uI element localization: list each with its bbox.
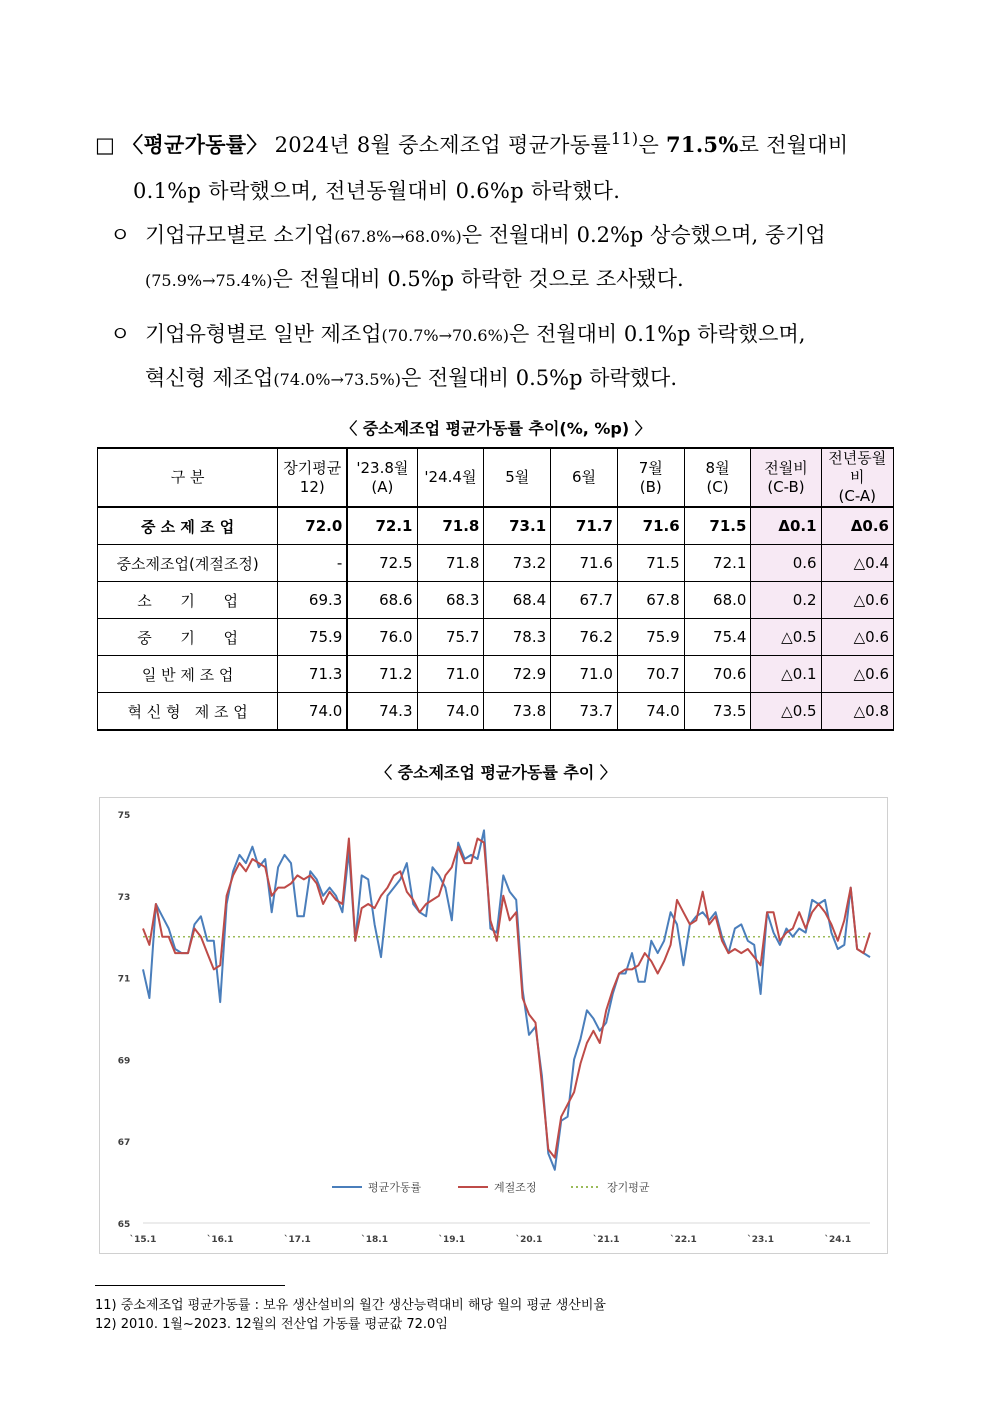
chart-caption: 〈 중소제조업 평균가동률 추이 〉	[376, 763, 616, 782]
table-header-8: 전월비 (C-B)	[751, 448, 821, 507]
table-cell: 71.3	[278, 656, 348, 693]
table-cell: 70.7	[617, 656, 684, 693]
x-tick-label: `24.1	[824, 1235, 852, 1245]
row-label: 중소제조업(계절조정)	[98, 545, 278, 582]
table-header-row	[98, 448, 894, 507]
table-cell: 76.0	[347, 619, 417, 656]
table-cell: -	[278, 545, 348, 582]
x-tick-label: `23.1	[747, 1235, 774, 1245]
table-cell: 74.3	[347, 693, 417, 731]
row-label: 중 기 업	[98, 619, 278, 656]
table-caption: 〈 중소제조업 평균가동률 추이(%, %p) 〉	[341, 419, 651, 438]
x-tick-label: `21.1	[592, 1235, 620, 1245]
table-cell: 69.3	[278, 582, 348, 619]
row-label: 일 반 제 조 업	[98, 656, 278, 693]
table-cell: △0.4	[821, 545, 893, 582]
table-row	[98, 507, 894, 545]
bullet-mark: ㅇ	[110, 223, 131, 247]
table-cell: 72.9	[484, 656, 551, 693]
table-cell: 70.6	[684, 656, 751, 693]
table-row	[98, 545, 894, 582]
table-cell: 71.6	[551, 545, 618, 582]
y-tick-label: 73	[117, 892, 131, 903]
bullet1-small-a: (67.8%→68.0%)	[334, 227, 462, 246]
row-label: 소 기 업	[98, 582, 278, 619]
table-cell: △0.6	[821, 619, 893, 656]
table-cell: 73.1	[484, 507, 551, 545]
chart-frame	[99, 797, 888, 1254]
x-tick-label: `17.1	[284, 1235, 311, 1245]
x-tick-label: `15.1	[129, 1235, 157, 1245]
table-cell: 71.8	[417, 545, 484, 582]
section-title: 〈평균가동률〉	[122, 132, 268, 157]
table-cell: △0.5	[751, 693, 821, 731]
table-cell: 72.0	[278, 507, 348, 545]
x-tick-label: `19.1	[438, 1235, 466, 1245]
y-tick-label: 75	[117, 811, 131, 821]
bullet2-text-c: 혁신형 제조업	[145, 366, 274, 390]
table-cell: 0.2	[751, 582, 821, 619]
series-line-avg	[143, 830, 870, 1169]
x-tick-label: `16.1	[206, 1235, 234, 1245]
checkbox-icon: □	[95, 133, 116, 157]
table-row	[98, 582, 894, 619]
table-cell: 67.8	[617, 582, 684, 619]
table-cell: 73.5	[684, 693, 751, 731]
table-cell: △0.6	[821, 582, 893, 619]
bullet-size	[110, 214, 900, 302]
bullet-type	[110, 313, 900, 401]
utilization-chart	[100, 798, 887, 1253]
table-cell: 74.0	[278, 693, 348, 731]
summary-text-c: 로 전월대비	[738, 133, 849, 157]
bullet1-text-b: 은 전월대비 0.2%p 상승했으며, 중기업	[461, 223, 826, 247]
table-cell: Δ0.6	[821, 507, 893, 545]
table-cell: △0.5	[751, 619, 821, 656]
footnote-ref-11: 11)	[610, 129, 639, 148]
utilization-table	[97, 447, 894, 731]
x-tick-label: `22.1	[670, 1235, 697, 1245]
table-cell: △0.1	[751, 656, 821, 693]
table-header-6: 7월 (B)	[617, 448, 684, 507]
table-cell: Δ0.1	[751, 507, 821, 545]
bullet-mark: ㅇ	[110, 322, 131, 346]
table-header-4: 5월	[484, 448, 551, 507]
table-cell: 71.5	[684, 507, 751, 545]
table-cell: 67.7	[551, 582, 618, 619]
bullet2-text-b: 은 전월대비 0.1%p 하락했으며,	[509, 322, 806, 346]
table-cell: 71.7	[551, 507, 618, 545]
table-cell: △0.6	[821, 656, 893, 693]
table-cell: 78.3	[484, 619, 551, 656]
table-cell: 68.6	[347, 582, 417, 619]
summary-text-b: 은	[638, 133, 666, 157]
table-header-3: '24.4월	[417, 448, 484, 507]
table-cell: 75.4	[684, 619, 751, 656]
table-cell: 68.4	[484, 582, 551, 619]
table-cell: 72.5	[347, 545, 417, 582]
table-header-2: '23.8월 (A)	[347, 448, 417, 507]
x-tick-label: `20.1	[515, 1235, 543, 1245]
footnote-12: 12) 2010. 1월~2023. 12월의 전산업 가동률 평균값 72.0임	[95, 1317, 448, 1332]
table-cell: 75.9	[617, 619, 684, 656]
footnote-11: 11) 중소제조업 평균가동률 : 보유 생산설비의 월간 생산능력대비 해당 월의 평균 생산비율	[95, 1298, 606, 1313]
table-cell: 71.6	[617, 507, 684, 545]
row-label: 중 소 제 조 업	[98, 507, 278, 545]
table-row	[98, 619, 894, 656]
table-cell: △0.8	[821, 693, 893, 731]
table-cell: 68.3	[417, 582, 484, 619]
table-header-1: 장기평균12)	[278, 448, 348, 507]
y-tick-label: 71	[117, 974, 131, 985]
summary-paragraph	[95, 116, 895, 214]
bullet2-small-a: (70.7%→70.6%)	[381, 326, 510, 345]
summary-value: 71.5%	[666, 132, 739, 157]
summary-line2: 0.1%p 하락했으며, 전년동월대비 0.6%p 하락했다.	[133, 179, 621, 203]
bullet2-text-a: 기업유형별로 일반 제조업	[145, 322, 382, 346]
row-label: 혁 신 형 제 조 업	[98, 693, 278, 731]
table-cell: 76.2	[551, 619, 618, 656]
legend-label: 장기평균	[607, 1181, 650, 1194]
y-tick-label: 67	[117, 1138, 131, 1149]
table-cell: 71.0	[417, 656, 484, 693]
table-row	[98, 693, 894, 731]
table-header-5: 6월	[551, 448, 618, 507]
table-cell: 71.5	[617, 545, 684, 582]
table-cell: 72.1	[347, 507, 417, 545]
bullet2-small-c: (74.0%→73.5%)	[273, 370, 401, 389]
table-cell: 71.2	[347, 656, 417, 693]
table-cell: 74.0	[417, 693, 484, 731]
table-cell: 73.2	[484, 545, 551, 582]
table-cell: 75.7	[417, 619, 484, 656]
table-cell: 74.0	[617, 693, 684, 731]
table-header-7: 8월 (C)	[684, 448, 751, 507]
table-cell: 73.8	[484, 693, 551, 731]
table-cell: 75.9	[278, 619, 348, 656]
table-cell: 71.8	[417, 507, 484, 545]
legend-label: 계절조정	[494, 1181, 537, 1194]
legend-label: 평균가동률	[368, 1181, 422, 1194]
bullet1-text-d: 은 전월대비 0.5%p 하락한 것으로 조사됐다.	[272, 267, 684, 291]
table-cell: 72.1	[684, 545, 751, 582]
table-row	[98, 656, 894, 693]
table-cell: 73.7	[551, 693, 618, 731]
table-header-9: 전년동월비 (C-A)	[821, 448, 893, 507]
bullet1-small-c: (75.9%→75.4%)	[145, 271, 273, 290]
table-cell: 0.6	[751, 545, 821, 582]
bullet1-text-a: 기업규모별로 소기업	[145, 223, 335, 247]
x-tick-label: `18.1	[361, 1235, 388, 1245]
table-header-0: 구 분	[98, 448, 278, 507]
footnote-divider	[95, 1285, 285, 1286]
summary-text-a: 2024년 8월 중소제조업 평균가동률	[267, 133, 611, 157]
y-tick-label: 69	[117, 1056, 131, 1067]
bullet2-text-d: 은 전월대비 0.5%p 하락했다.	[400, 366, 678, 390]
series-line-seasonal	[143, 839, 870, 1158]
table-cell: 71.0	[551, 656, 618, 693]
table-cell: 68.0	[684, 582, 751, 619]
y-tick-label: 65	[117, 1220, 131, 1230]
